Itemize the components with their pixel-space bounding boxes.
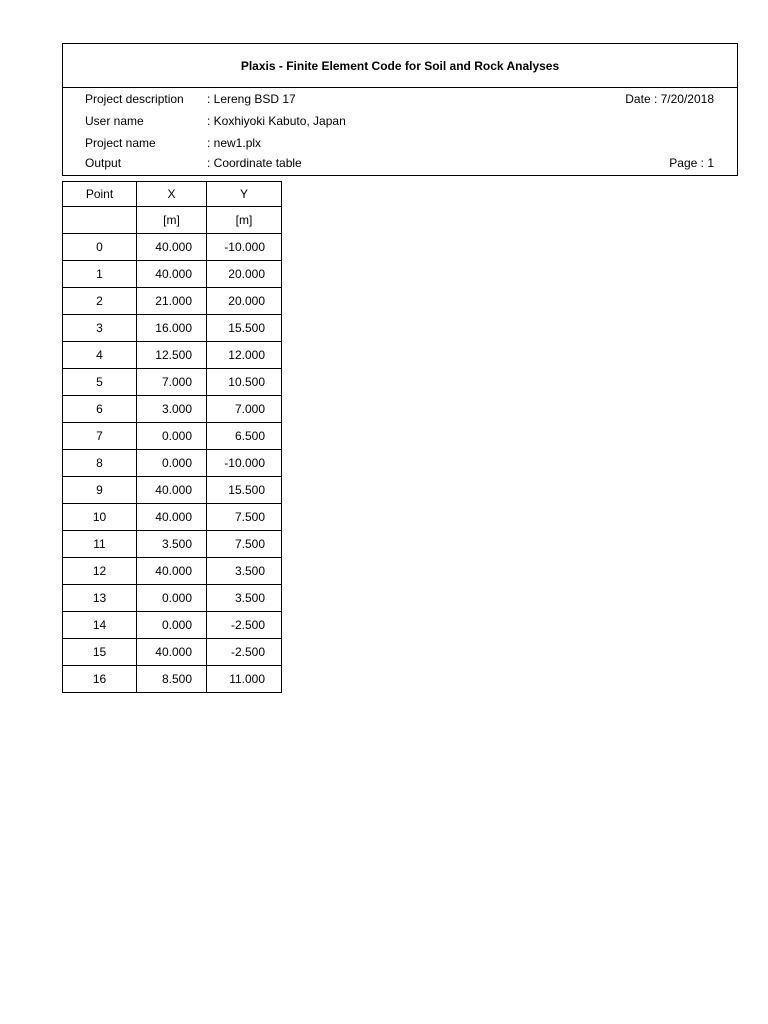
table-row xyxy=(63,396,282,423)
table-row xyxy=(63,477,282,504)
table-units-row xyxy=(63,207,282,234)
info-label: User name xyxy=(85,114,144,128)
cell-x: 40.000 xyxy=(137,639,207,666)
cell-point: 8 xyxy=(63,450,137,477)
table-row xyxy=(63,261,282,288)
cell-x: 0.000 xyxy=(137,423,207,450)
cell-y: 6.500 xyxy=(207,423,282,450)
cell-point: 9 xyxy=(63,477,137,504)
cell-point: 6 xyxy=(63,396,137,423)
cell-y: 7.000 xyxy=(207,396,282,423)
info-row-project-name xyxy=(63,132,737,154)
cell-y: -2.500 xyxy=(207,639,282,666)
report-title: Plaxis - Finite Element Code for Soil and Rock Analyses xyxy=(63,44,737,88)
info-row-project-description xyxy=(63,88,737,110)
table-row xyxy=(63,288,282,315)
cell-x: 12.500 xyxy=(137,342,207,369)
cell-x: 40.000 xyxy=(137,234,207,261)
cell-point: 2 xyxy=(63,288,137,315)
cell-point: 11 xyxy=(63,531,137,558)
page-number: Page : 1 xyxy=(669,156,714,170)
report-date: Date : 7/20/2018 xyxy=(625,92,714,106)
table-row xyxy=(63,504,282,531)
cell-x: 3.000 xyxy=(137,396,207,423)
cell-point: 7 xyxy=(63,423,137,450)
cell-y: 15.500 xyxy=(207,477,282,504)
cell-x: 21.000 xyxy=(137,288,207,315)
cell-x: 8.500 xyxy=(137,666,207,693)
table-row xyxy=(63,639,282,666)
info-label: Output xyxy=(85,156,122,170)
cell-point: 12 xyxy=(63,558,137,585)
info-value: : Lereng BSD 17 xyxy=(207,92,296,106)
cell-x: 40.000 xyxy=(137,477,207,504)
cell-x: 0.000 xyxy=(137,450,207,477)
cell-point: 14 xyxy=(63,612,137,639)
info-value: : Koxhiyoki Kabuto, Japan xyxy=(207,114,346,128)
table-row xyxy=(63,666,282,693)
cell-y: 10.500 xyxy=(207,369,282,396)
cell-point: 4 xyxy=(63,342,137,369)
unit-point xyxy=(63,207,137,234)
cell-y: 20.000 xyxy=(207,288,282,315)
cell-point: 15 xyxy=(63,639,137,666)
info-row-output xyxy=(63,152,737,174)
table-header-row xyxy=(63,182,282,207)
info-value: : Coordinate table xyxy=(207,156,302,170)
table-row xyxy=(63,234,282,261)
table-row xyxy=(63,558,282,585)
cell-x: 40.000 xyxy=(137,504,207,531)
table-row xyxy=(63,369,282,396)
cell-y: -2.500 xyxy=(207,612,282,639)
cell-y: -10.000 xyxy=(207,234,282,261)
cell-x: 40.000 xyxy=(137,261,207,288)
unit-y: [m] xyxy=(207,207,282,234)
table-row xyxy=(63,585,282,612)
table-row xyxy=(63,450,282,477)
cell-y: 15.500 xyxy=(207,315,282,342)
info-row-user-name xyxy=(63,110,737,132)
table-row xyxy=(63,342,282,369)
cell-point: 10 xyxy=(63,504,137,531)
info-label: Project description xyxy=(85,92,184,106)
cell-point: 13 xyxy=(63,585,137,612)
cell-y: 3.500 xyxy=(207,585,282,612)
column-header-point: Point xyxy=(63,182,137,207)
cell-y: 12.000 xyxy=(207,342,282,369)
table-row xyxy=(63,423,282,450)
column-header-y: Y xyxy=(207,182,282,207)
cell-point: 1 xyxy=(63,261,137,288)
cell-x: 7.000 xyxy=(137,369,207,396)
cell-point: 3 xyxy=(63,315,137,342)
cell-y: -10.000 xyxy=(207,450,282,477)
cell-x: 0.000 xyxy=(137,585,207,612)
coordinate-table xyxy=(62,181,282,693)
cell-x: 0.000 xyxy=(137,612,207,639)
cell-x: 40.000 xyxy=(137,558,207,585)
cell-y: 3.500 xyxy=(207,558,282,585)
table-row xyxy=(63,612,282,639)
info-value: : new1.plx xyxy=(207,136,262,150)
table-row xyxy=(63,315,282,342)
cell-y: 7.500 xyxy=(207,504,282,531)
cell-y: 11.000 xyxy=(207,666,282,693)
cell-point: 5 xyxy=(63,369,137,396)
cell-y: 7.500 xyxy=(207,531,282,558)
report-header xyxy=(62,43,738,176)
cell-point: 0 xyxy=(63,234,137,261)
cell-point: 16 xyxy=(63,666,137,693)
cell-y: 20.000 xyxy=(207,261,282,288)
cell-x: 3.500 xyxy=(137,531,207,558)
column-header-x: X xyxy=(137,182,207,207)
table-row xyxy=(63,531,282,558)
unit-x: [m] xyxy=(137,207,207,234)
info-label: Project name xyxy=(85,136,156,150)
cell-x: 16.000 xyxy=(137,315,207,342)
